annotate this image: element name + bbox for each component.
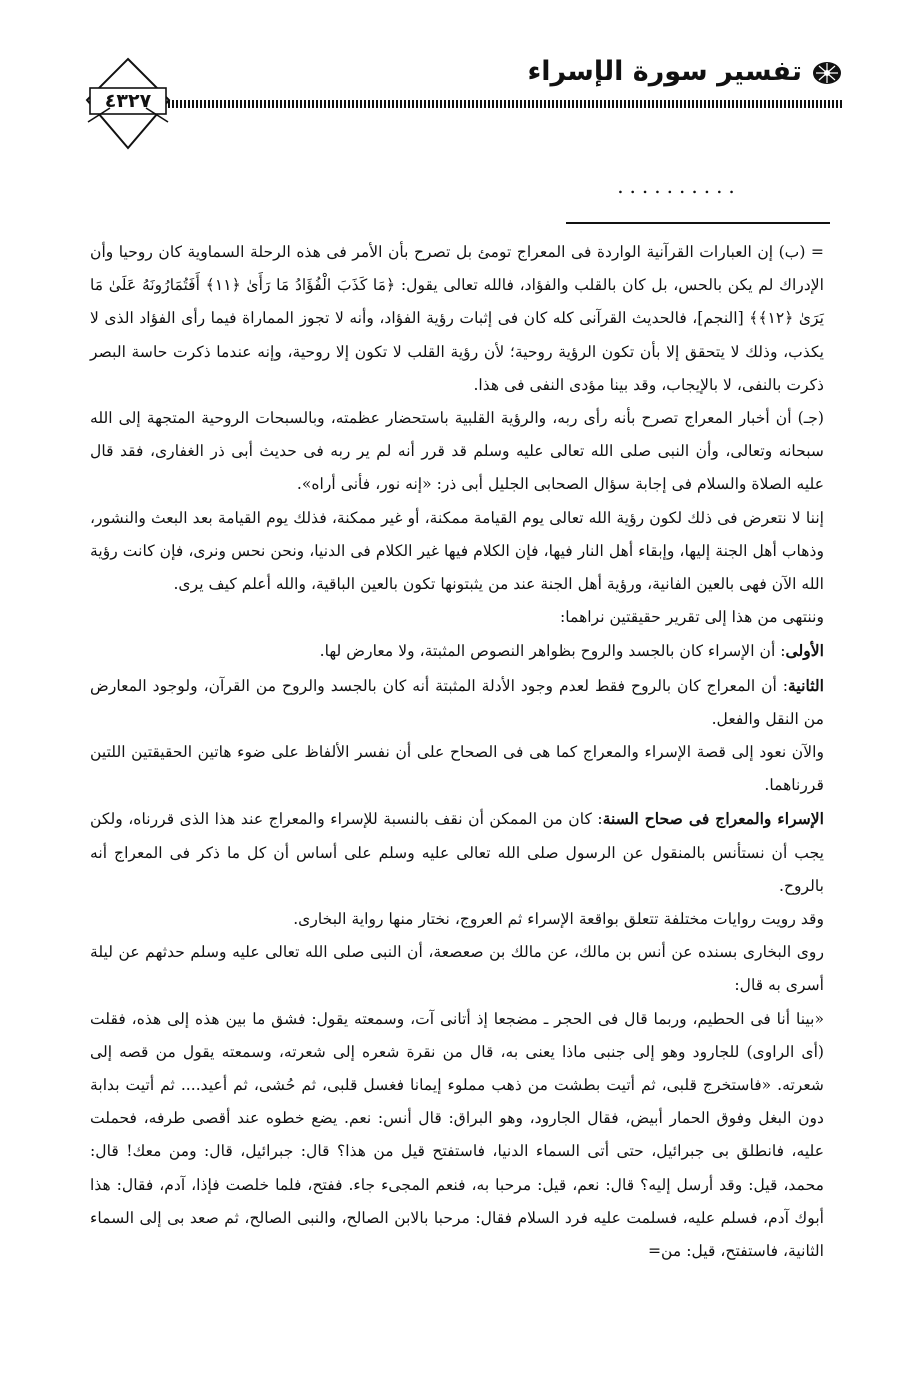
running-head-title: تفسير سورة الإسراء bbox=[527, 56, 802, 87]
header-rule bbox=[160, 100, 842, 108]
paragraph-b: = (ب) إن العبارات القرآنية الواردة فى المعراج تومئ بل تصرح بأن الأمر فى هذه الرحلة السماوية كان روحيا وأن الإدراك لم يكن بالحس، بل كان بالقلب والفؤاد، فالله تعالى يقول: ﴿مَا كَذَبَ الْفُؤَادُ مَا رَأَىٰ ﴿١١﴾ أَفَتُمَارُونَهُ عَلَىٰ مَا يَرَىٰ ﴿١٢﴾﴾ [النجم]، فالحديث القرآنى كله كان فى إثبات رؤية الفؤاد، وأنه لا تجوز المماراة فيما رأى الفؤاد الذى لا يكذب، وذلك لا يتحقق إلا بأن تكون الرؤية روحية؛ لأن رؤية القلب لا تكون إلا روحية، وإنه عندما ذكرت حاسة البصر ذكرت بالنفى، لا بالإيجاب، وقد بينا مؤدى النفى فى هذا. bbox=[90, 243, 825, 394]
second-fact-label: الثانية bbox=[788, 675, 824, 695]
sahih-section-heading: الإسراء والمعراج فى صحاح السنة bbox=[602, 809, 824, 829]
paragraph-return: والآن نعود إلى قصة الإسراء والمعراج كما هى فى الصحاح على أن نفسر الألفاظ على ضوء هاتين الحقيقتين اللتين قررناهما. bbox=[90, 743, 824, 795]
paragraph-c: (جـ) أن أخبار المعراج تصرح بأنه رأى ربه، والرؤية القلبية باستحضار عظمته، وبالسبحات الروحية المتجهة إلى الله سبحانه وتعالى، وأن النبى صلى الله تعالى عليه وسلم قد قرر أنه لم ير ربه فى حديث أبى ذر الغفارى، فقد قال عليه الصلاة والسلام فى إجابة سؤال الصحابى الجليل أبى ذر: «إنه نور، فأنى أراه». bbox=[90, 409, 824, 494]
footnote-separator bbox=[566, 222, 830, 224]
page-header bbox=[0, 0, 920, 160]
paragraph-bukhari: روى البخارى بسنده عن أنس بن مالك، عن مالك بن صعصعة، أن النبى صلى الله تعالى عليه وسلم حدثهم عن ليلة أسرى به قال: bbox=[90, 943, 824, 995]
second-fact-text: : أن المعراج كان بالروح فقط لعدم وجود الأدلة المثبتة أنه كان بالجسد والروح من القرآن، ولوجود المعارض من النقل والفعل. bbox=[90, 676, 824, 728]
paragraph-second-fact bbox=[90, 669, 824, 736]
sahih-section-text: : كان من الممكن أن نقف بالنسبة للإسراء والمعراج عند هذا الذى قررناه، ولكن يجب أن نستأنس بالمنقول عن الرسول صلى الله تعالى عليه وسلم على أساس أن كل ما ذكر فى المعراج أنه بالروح. bbox=[90, 810, 824, 895]
paragraph-first-fact bbox=[90, 634, 824, 668]
flower-ornament-icon bbox=[810, 60, 844, 86]
paragraph-vision: إننا لا نتعرض فى ذلك لكون رؤية الله تعالى يوم القيامة ممكنة، أو غير ممكنة، فذلك يوم القيامة بعد البعث والنشور، وذهاب أهل الجنة إليها، وإبقاء أهل النار فيها، فإن الكلام فيها غير الكلام فى الدنيا، ونحن نحس ونرى، فإن كانت رؤية الله الآن فهى بالعين الفانية، ورؤية أهل الجنة عند من يثبتونها تكون بالعين الباقية، والله أعلم كيف يرى. bbox=[90, 508, 824, 594]
page-number: ٤٣٢٧ bbox=[104, 90, 152, 112]
first-fact-label: الأولى bbox=[785, 641, 824, 661]
paragraph-narrations: وقد رويت روايات مختلفة تتعلق بواقعة الإسراء ثم العروج، نختار منها رواية البخارى. bbox=[293, 910, 824, 929]
paragraph-sahih-section bbox=[90, 802, 824, 903]
page-body bbox=[90, 236, 824, 1316]
first-fact-text: : أن الإسراء كان بالجسد والروح بظواهر النصوص المثبتة، ولا معارض لها. bbox=[319, 642, 786, 661]
footnote-ellipsis: .......... bbox=[617, 174, 741, 198]
paragraph-hadith: «بينا أنا فى الحطيم، وربما قال فى الحجر ـ مضجعا إذ أتانى آت، وسمعته يقول: فشق ما بين هذه إلى هذه، فقلت (أى الراوى) للجارود وهو إلى جنبى ماذا يعنى به، قال من نقرة شعره إلى شعرته، وسمعته يقول من قصه إلى شعرته. «فاستخرج قلبى، ثم أتيت بطشت من ذهب مملوء إيمانا فغسل قلبى، ثم حُشى، ثم أعيد.... ثم أتيت بدابة دون البغل وفوق الحمار أبيض، فقال الجارود، وهو البراق: قال أنس: نعم. يضع خطوه عند أقصى طرفه، فحملت عليه، فانطلق بى جبرائيل، حتى أتى السماء الدنيا، فاستفتح قيل من هذا؟ قال: جبرائيل، قال: ومن معك! قال: محمد، قيل: وقد أرسل إليه؟ قال: نعم، قيل: مرحبا به، فنعم المجىء جاء. ففتح، فلما خلصت فإذا، آدم، فقال: هذا أبوك آدم، فسلم عليه، فسلمت عليه فرد السلام فقال: مرحبا بالابن الصالح، والنبى الصالح، ثم صعد بى إلى السماء الثانية، فاستفتح، قيل: من= bbox=[90, 1009, 824, 1261]
paragraph-conclusion: وننتهى من هذا إلى تقرير حقيقتين نراهما: bbox=[560, 608, 824, 627]
